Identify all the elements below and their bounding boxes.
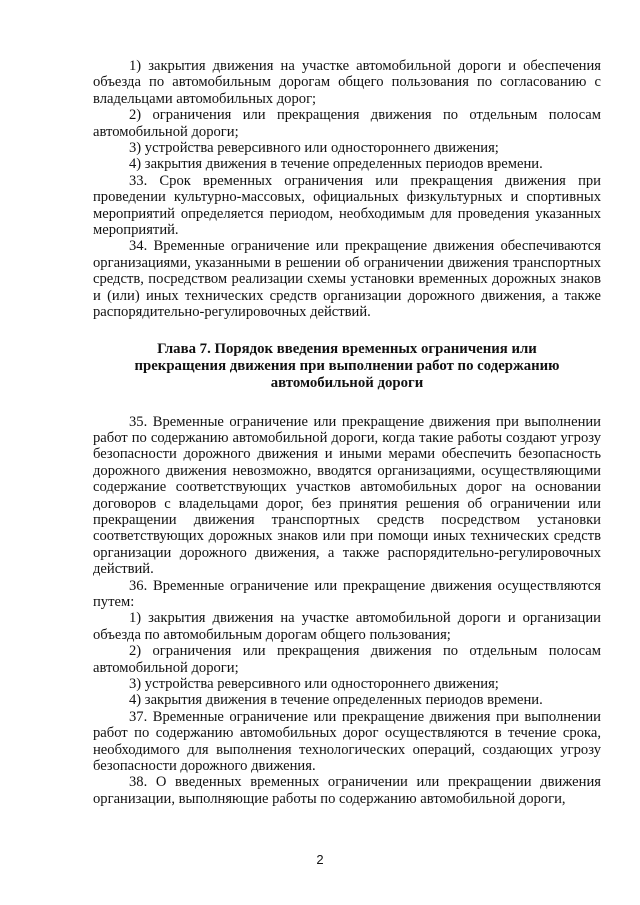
paragraph-34: 34. Временные ограничение или прекращение движения обеспечиваются организациями, указанными в решении об ограничении движения транспортных средств, посредством реализации схемы установки временных дорожных знаков и (или) иных технических средств организации дорожного движения, а также распорядительно-регулировочных действий. [93,238,601,321]
heading-line-1: Глава 7. Порядок введения временных ограничения или [157,340,537,357]
heading-line-2: прекращения движения при выполнении работ по содержанию [134,357,560,374]
paragraph-32-4: 4) закрытия движения в течение определенных периодов времени. [129,156,543,173]
paragraph-36-2: 2) ограничения или прекращения движения по отдельным полосам автомобильной дороги; [93,643,601,676]
paragraph-37: 37. Временные ограничение или прекращение движения при выполнении работ по содержанию автомобильных дорог осуществляются в течение срока, необходимого для выполнения технологических операций, создающих угрозу безопасности дорожного движения. [93,708,601,775]
page-number: 2 [316,852,324,867]
paragraph-36-1: 1) закрытия движения на участке автомобильной дороги и организации объезда по автомобильным дорогам общего пользования; [93,610,601,643]
paragraph-36-3: 3) устройства реверсивного или одностороннего движения; [129,676,499,692]
paragraph-38: 38. О введенных временных ограничении или прекращении движения организации, выполняющие работы по содержанию автомобильной дороги, [93,774,601,807]
heading-line-3: автомобильной дороги [270,374,424,391]
paragraph-33: 33. Срок временных ограничения или прекращения движения при проведении культурно-массовых, официальных физкультурных и спортивных мероприятий определяется периодом, необходимым для проведения указанных мероприятий. [93,172,601,239]
paragraph-32-3: 3) устройства реверсивного или одностороннего движения; [129,140,499,157]
document-body [93,58,601,807]
paragraph-36: 36. Временные ограничение или прекращение движения осуществляются путем: [93,577,601,610]
chapter-7-heading [93,341,601,392]
paragraph-32-2: 2) ограничения или прекращения движения по отдельным полосам автомобильной дороги; [93,107,601,140]
paragraph-32-1: 1) закрытия движения на участке автомобильной дороги и обеспечения объезда по автомобильным дорогам общего пользования по согласованию с владельцами автомобильных дорог; [93,58,601,107]
paragraph-36-4: 4) закрытия движения в течение определенных периодов времени. [129,692,543,709]
paragraph-35: 35. Временные ограничение или прекращение движения при выполнении работ по содержанию автомобильной дороги, когда такие работы создают угрозу безопасности дорожного движения и иными мерами обеспечить безопасность дорожного движения невозможно, вводятся организациями, осуществляющими содержание соответствующих участков автомобильных дорог на основании договоров с владельцами дорог, без принятия решения об ограничении или прекращении движения транспортных средств посредством установки соответствующих дорожных знаков или при помощи иных технических средств организации дорожного движения, а также распорядительно-регулировочных действий. [93,413,601,578]
